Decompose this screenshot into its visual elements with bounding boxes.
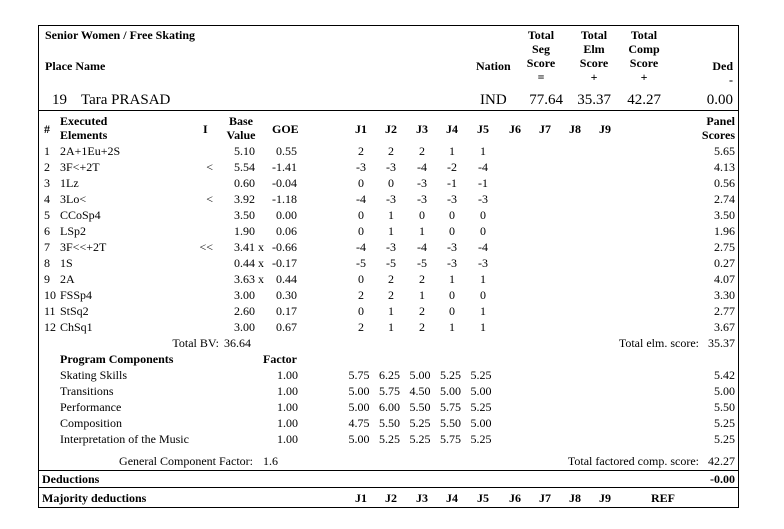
judge-goe: -5 [386,256,396,270]
base-value: 3.92 [234,192,255,206]
goe-value: -1.18 [272,192,297,206]
judge-goe: 2 [388,288,394,302]
judge-goe: 1 [388,304,394,318]
panel-score: 0.27 [714,256,735,270]
judge-goe: 1 [419,288,425,302]
element-number: 8 [44,256,50,270]
majority-judge-7: J7 [539,491,551,505]
element-code: 2A [60,272,75,286]
place-name-header: Place Name [45,59,106,73]
majority-judge-8: J8 [569,491,581,505]
component-name: Interpretation of the Music [60,432,189,446]
judge-goe: -3 [447,256,457,270]
judge-goe: 0 [419,208,425,222]
goe-value: 0.06 [276,224,297,238]
judge-goe: -4 [356,192,366,206]
goe-value: 0.00 [276,208,297,222]
judge-goe: 0 [358,224,364,238]
component-factor: 1.00 [277,368,298,382]
judge-goe: 0 [480,224,486,238]
element-code: StSq2 [60,304,89,318]
panel-score: 2.74 [714,192,735,206]
judge-component-score: 5.75 [379,384,400,398]
judge-goe: 0 [480,288,486,302]
judge-header-3: J3 [416,122,428,136]
base-value: 0.60 [234,176,255,190]
component-panel-score: 5.25 [714,416,735,430]
judge-goe: -3 [417,192,427,206]
goe-value: 0.67 [276,320,297,334]
judge-goe: -2 [447,160,457,174]
judge-goe: -1 [447,176,457,190]
factor-header: Factor [263,352,297,366]
goe-value: -1.41 [272,160,297,174]
component-name: Skating Skills [60,368,128,382]
majority-judge-6: J6 [509,491,521,505]
element-code: LSp2 [60,224,87,238]
judge-goe: 1 [449,272,455,286]
judge-component-score: 5.50 [379,416,400,430]
element-code: 1Lz [60,176,79,190]
program-components-header: Program Components [60,352,174,366]
element-number: 2 [44,160,50,174]
element-info: < [206,192,213,206]
judge-header-9: J9 [599,122,611,136]
judge-goe: 2 [419,144,425,158]
total-comp-value: 42.27 [708,454,735,468]
judge-goe: 2 [388,144,394,158]
judge-goe: 1 [388,208,394,222]
judge-goe: 2 [419,304,425,318]
bonus-x-marker: x [258,256,264,270]
panel-scores-header: Panel Scores [701,114,735,142]
base-value: 5.10 [234,144,255,158]
judge-goe: 0 [358,272,364,286]
element-number: 12 [44,320,56,334]
skater-name: Tara PRASAD [81,92,171,108]
judge-component-score: 5.00 [409,368,431,382]
total-bv-label: Total BV: [172,336,219,350]
component-panel-score: 5.00 [714,384,735,398]
judge-goe: 0 [358,208,364,222]
judge-goe: 1 [449,144,455,158]
element-number: 11 [44,304,56,318]
element-code: 1S [60,256,73,270]
judge-header-8: J8 [569,122,581,136]
judge-goe: -3 [356,160,366,174]
component-name: Transitions [60,384,114,398]
judge-goe: 0 [480,208,486,222]
judge-component-score: 5.00 [470,384,492,398]
component-panel-score: 5.42 [714,368,735,382]
judge-goe: 2 [419,320,425,334]
element-code: 3Lo< [60,192,87,206]
judge-header-5: J5 [477,122,489,136]
element-number: 4 [44,192,50,206]
panel-score: 2.77 [714,304,735,318]
base-value-header: Base Value [226,114,256,142]
base-value: 3.00 [234,320,255,334]
judge-header-1: J1 [355,122,367,136]
majority-judge-9: J9 [599,491,611,505]
judge-component-score: 5.25 [470,400,492,414]
element-number: 6 [44,224,50,238]
panel-score: 3.67 [714,320,735,334]
judge-goe: 0 [449,208,455,222]
judge-goe: 1 [419,224,425,238]
judge-goe: -4 [417,240,427,254]
judge-goe: 0 [388,176,394,190]
judge-component-score: 4.50 [409,384,431,398]
element-info: << [199,240,213,254]
judge-goe: -3 [417,176,427,190]
judge-goe: -3 [478,192,488,206]
judge-goe: -5 [417,256,427,270]
judge-goe: 2 [419,272,425,286]
panel-score: 4.07 [714,272,735,286]
judge-goe: -3 [447,240,457,254]
total-comp-label: Total factored comp. score: [567,454,699,468]
element-number: 7 [44,240,50,254]
judge-goe: 1 [388,320,394,334]
judge-goe: -4 [417,160,427,174]
majority-deductions-label: Majority deductions [42,491,147,505]
judge-component-score: 5.00 [348,400,370,414]
total-seg-header: Total Seg Score = [526,28,556,84]
element-info: < [206,160,213,174]
judge-component-score: 5.50 [440,416,461,430]
judge-goe: 2 [358,288,364,302]
judge-goe: 2 [358,144,364,158]
component-factor: 1.00 [277,400,298,414]
judge-component-score: 5.50 [409,400,431,414]
base-value: 5.54 [234,160,255,174]
ded-score: 0.00 [706,92,733,108]
judge-goe: -3 [386,160,396,174]
base-value: 0.44 [234,256,255,270]
judge-goe: 1 [388,224,394,238]
segment-title: Senior Women / Free Skating [45,28,196,42]
judge-goe: 1 [480,304,486,318]
goe-value: 0.55 [276,144,297,158]
divider [39,110,738,111]
total-bv-value: 36.64 [224,336,251,350]
component-panel-score: 5.25 [714,432,735,446]
majority-judge-1: J1 [355,491,367,505]
judge-component-score: 5.25 [440,368,461,382]
judge-goe: 2 [388,272,394,286]
component-name: Composition [60,416,123,430]
element-code: 3F<+2T [60,160,100,174]
element-number: 3 [44,176,50,190]
component-factor: 1.00 [277,416,298,430]
judge-goe: 0 [358,304,364,318]
component-factor: 1.00 [277,384,298,398]
total-elm-label: Total elm. score: [618,336,699,350]
total-elm-header: Total Elm Score + [579,28,609,84]
judge-component-score: 6.00 [379,400,400,414]
total-elm-value: 35.37 [708,336,735,350]
judge-goe: -4 [478,240,488,254]
judge-component-score: 5.25 [470,368,492,382]
element-number: 9 [44,272,50,286]
num-header: # [44,122,50,136]
judge-header-4: J4 [446,122,458,136]
panel-score: 1.96 [714,224,735,238]
base-value: 3.00 [234,288,255,302]
judge-component-score: 5.25 [409,416,431,430]
judge-header-6: J6 [509,122,521,136]
majority-judge-5: J5 [477,491,489,505]
judge-goe: 1 [480,144,486,158]
judge-component-score: 5.25 [379,432,400,446]
component-panel-score: 5.50 [714,400,735,414]
judge-goe: 1 [480,320,486,334]
goe-header: GOE [272,122,299,136]
judge-component-score: 5.00 [348,432,370,446]
divider [39,487,738,488]
bonus-x-marker: x [258,272,264,286]
judge-component-score: 5.25 [470,432,492,446]
info-header: I [203,122,208,136]
panel-score: 3.30 [714,288,735,302]
element-number: 5 [44,208,50,222]
judge-goe: -5 [356,256,366,270]
skater-place: 19 [52,92,67,108]
judge-component-score: 5.00 [470,416,492,430]
judge-goe: 1 [480,272,486,286]
deductions-value: -0.00 [710,472,735,486]
element-code: CCoSp4 [60,208,101,222]
panel-score: 4.13 [714,160,735,174]
nation-header: Nation [476,59,511,73]
judge-component-score: 5.00 [348,384,370,398]
judge-goe: 2 [358,320,364,334]
judge-component-score: 4.75 [348,416,370,430]
bonus-x-marker: x [258,240,264,254]
total-comp-header: Total Comp Score + [628,28,660,84]
base-value: 3.41 [234,240,255,254]
goe-value: -0.17 [272,256,297,270]
judge-goe: -4 [478,160,488,174]
judge-goe: 0 [358,176,364,190]
executed-elements-header: Executed Elements [60,114,108,142]
judge-component-score: 5.75 [440,400,461,414]
element-code: 2A+1Eu+2S [60,144,121,158]
goe-value: -0.66 [272,240,297,254]
panel-score: 2.75 [714,240,735,254]
goe-value: -0.04 [272,176,297,190]
judge-goe: 0 [449,304,455,318]
judge-component-score: 6.25 [379,368,400,382]
component-name: Performance [60,400,122,414]
component-factor: 1.00 [277,432,298,446]
score-sheet [38,25,739,508]
divider [39,470,738,471]
deductions-label: Deductions [42,472,100,486]
panel-score: 3.50 [714,208,735,222]
base-value: 3.50 [234,208,255,222]
element-number: 10 [44,288,56,302]
judge-goe: -1 [478,176,488,190]
judge-goe: -3 [447,192,457,206]
judge-goe: 1 [449,320,455,334]
judge-goe: 0 [449,224,455,238]
judge-header-7: J7 [539,122,551,136]
gcf-label: General Component Factor: [119,454,253,468]
judge-goe: -3 [386,240,396,254]
majority-judge-2: J2 [385,491,397,505]
majority-ref: REF [651,491,675,505]
seg-score: 77.64 [529,92,563,108]
base-value: 3.63 [234,272,255,286]
majority-judge-4: J4 [446,491,458,505]
goe-value: 0.30 [276,288,297,302]
majority-judge-3: J3 [416,491,428,505]
element-code: ChSq1 [60,320,93,334]
comp-score: 42.27 [627,92,661,108]
goe-value: 0.44 [276,272,297,286]
judge-component-score: 5.75 [348,368,370,382]
ded-header: Ded - [712,59,733,87]
judge-goe: -3 [386,192,396,206]
base-value: 1.90 [234,224,255,238]
goe-value: 0.17 [276,304,297,318]
element-code: 3F<<+2T [60,240,107,254]
judge-component-score: 5.75 [440,432,461,446]
element-code: FSSp4 [60,288,93,302]
judge-goe: 0 [449,288,455,302]
panel-score: 0.56 [714,176,735,190]
gcf-value: 1.6 [263,454,278,468]
base-value: 2.60 [234,304,255,318]
elm-score: 35.37 [577,92,611,108]
judge-component-score: 5.25 [409,432,431,446]
judge-goe: -4 [356,240,366,254]
judge-header-2: J2 [385,122,397,136]
element-number: 1 [44,144,50,158]
skater-nation: IND [480,92,507,108]
judge-goe: -3 [478,256,488,270]
panel-score: 5.65 [714,144,735,158]
judge-component-score: 5.00 [440,384,461,398]
